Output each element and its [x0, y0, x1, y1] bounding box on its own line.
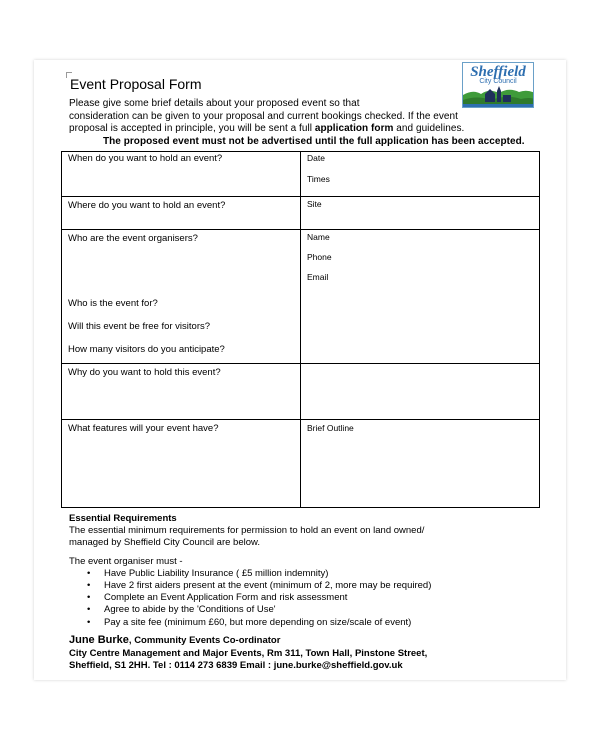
field-label: Name — [307, 232, 330, 242]
list-item: • Complete an Event Application Form and risk assessment — [87, 592, 348, 604]
question-text: Who is the event for? — [68, 298, 158, 309]
question-cell — [62, 152, 301, 197]
field-label: Phone — [307, 252, 332, 262]
requirements-intro-line: managed by Sheffield City Council are below. — [69, 537, 260, 549]
field-label: Date — [307, 153, 325, 163]
question-cell — [62, 197, 301, 230]
proposal-form-table — [61, 151, 540, 508]
question-text: Who are the event organisers? — [68, 233, 198, 244]
sheffield-landscape-icon — [463, 85, 534, 107]
requirements-heading: Essential Requirements — [69, 513, 177, 524]
form-row — [62, 197, 540, 230]
answer-cell[interactable] — [301, 197, 540, 230]
form-title: Event Proposal Form — [70, 76, 202, 92]
list-item: • Agree to abide by the 'Conditions of Use' — [87, 604, 276, 616]
requirements-list — [69, 568, 529, 629]
question-text: Why do you want to hold this event? — [68, 367, 221, 378]
field-label: Email — [307, 272, 329, 282]
question-text: When do you want to hold an event? — [68, 153, 223, 164]
contact-details — [69, 634, 529, 673]
form-row — [62, 230, 540, 364]
form-row — [62, 420, 540, 508]
question-cell — [62, 420, 301, 508]
intro-line: consideration can be given to your proposal and current bookings checked. If the event — [69, 110, 458, 122]
contact-role: , Community Events Co-ordinator — [128, 635, 281, 646]
question-text: What features will your event have? — [68, 423, 219, 434]
list-item: • Have 2 first aiders present at the event (minimum of 2, more may be required) — [87, 580, 432, 592]
essential-requirements — [69, 513, 529, 629]
bullet-icon: • — [87, 604, 91, 616]
question-text: Where do you want to hold an event? — [68, 200, 226, 211]
question-cell — [62, 364, 301, 420]
field-label: Brief Outline — [307, 423, 354, 433]
answer-cell[interactable] — [301, 420, 540, 508]
form-row — [62, 364, 540, 420]
contact-address: City Centre Management and Major Events, Rm 311, Town Hall, Pinstone Street, — [69, 647, 428, 659]
intro-paragraph — [69, 98, 525, 148]
answer-cell[interactable] — [301, 364, 540, 420]
logo-subtitle: City Council — [479, 78, 517, 85]
intro-line-tail: and guidelines. — [393, 123, 465, 134]
bullet-icon: • — [87, 580, 91, 592]
bullet-icon: • — [87, 567, 91, 579]
contact-line — [69, 634, 529, 648]
question-cell — [62, 230, 301, 364]
intro-line-text: proposal is accepted in principle, you will be sent a full — [69, 123, 313, 134]
contact-phone-email: Sheffield, S1 2HH. Tel : 0114 273 6839 Email : june.burke@sheffield.gov.uk — [69, 660, 403, 671]
bullet-icon: • — [87, 616, 91, 628]
field-label: Site — [307, 199, 322, 209]
sheffield-logo — [462, 62, 534, 108]
list-item: • Pay a site fee (minimum £60, but more depending on size/scale of event) — [87, 616, 412, 628]
question-text: How many visitors do you anticipate? — [68, 344, 225, 355]
field-label: Times — [307, 174, 330, 184]
intro-line — [69, 123, 469, 136]
intro-line: Please give some brief details about your proposed event so that — [69, 98, 360, 109]
contact-name: June Burke — [69, 634, 129, 646]
intro-bold-term: application form — [314, 123, 394, 134]
bullet-icon: • — [87, 592, 91, 604]
requirements-intro-line: The essential minimum requirements for permission to hold an event on land owned/ — [69, 525, 425, 537]
question-text: Will this event be free for visitors? — [68, 321, 211, 332]
list-item: • Have Public Liability Insurance ( £5 million indemnity) — [87, 567, 329, 579]
intro-bold-line: The proposed event must not be advertised until the full application has been accepted. — [102, 135, 525, 147]
form-row — [62, 152, 540, 197]
answer-cell[interactable] — [301, 152, 540, 197]
logo-name: Sheffield — [470, 64, 526, 80]
organiser-must: The event organiser must - — [69, 555, 183, 567]
answer-cell[interactable] — [301, 230, 540, 364]
